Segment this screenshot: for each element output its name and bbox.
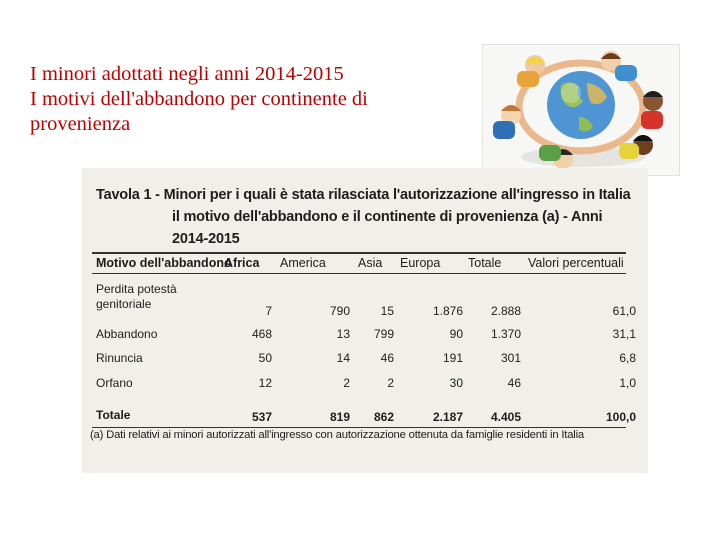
table-cell: 4.405 xyxy=(490,410,521,424)
table-cell: 7 xyxy=(265,304,272,318)
table-cell: 13 xyxy=(336,327,350,341)
row-label-abbandono: Abbandono xyxy=(96,327,158,341)
table-title-line-2: il motivo dell'abbandono e il continente di provenienza (a) - Anni 2014-2015 xyxy=(172,209,603,247)
table-cell: 191 xyxy=(442,351,463,365)
table-cell: 46 xyxy=(380,351,394,365)
col-header-motivo: Motivo dell'abbandono xyxy=(96,256,232,270)
slide-title xyxy=(30,62,470,137)
slide-title-line-1: I minori adottati negli anni 2014-2015 xyxy=(30,63,344,85)
header-top-rule xyxy=(92,252,626,254)
table-cell: 46 xyxy=(507,376,521,390)
table-cell: 15 xyxy=(380,304,394,318)
table-footnote: (a) Dati relativi ai minori autorizzati all'ingresso con autorizzazione ottenuta da famiglie residenti in Italia xyxy=(90,429,585,441)
table-cell: 31,1 xyxy=(612,327,636,341)
children-around-globe-illustration xyxy=(482,44,680,176)
table-cell: 2.888 xyxy=(490,304,521,318)
col-header-valori-percentuali: Valori percentuali xyxy=(528,256,624,270)
table-title xyxy=(96,184,636,250)
row-label-totale: Totale xyxy=(96,408,131,422)
statistics-table xyxy=(82,168,648,473)
table-cell: 468 xyxy=(251,327,272,341)
col-header-america: America xyxy=(280,256,326,270)
globe-children-icon xyxy=(483,45,679,175)
row-label-perdita-potesta: Perdita potestà genitoriale xyxy=(96,282,177,311)
footer-rule xyxy=(92,427,626,428)
table-cell: 2 xyxy=(343,376,350,390)
row-label-orfano: Orfano xyxy=(96,376,133,390)
col-header-totale: Totale xyxy=(468,256,502,270)
slide-title-line-2: I motivi dell'abbandono per continente di xyxy=(30,88,368,110)
table-cell: 799 xyxy=(373,327,394,341)
table-cell: 50 xyxy=(258,351,272,365)
table-cell: 30 xyxy=(449,376,463,390)
col-header-africa: Africa xyxy=(224,256,260,270)
table-cell: 790 xyxy=(329,304,350,318)
table-cell: 90 xyxy=(449,327,463,341)
table-title-line-1: Tavola 1 - Minori per i quali è stata rilasciata l'autorizzazione all'ingresso in Italia xyxy=(96,187,631,203)
table-cell: 100,0 xyxy=(605,410,636,424)
col-header-europa: Europa xyxy=(400,256,441,270)
col-header-asia: Asia xyxy=(358,256,383,270)
header-bottom-rule xyxy=(92,273,626,274)
slide-title-line-3: provenienza xyxy=(30,113,131,135)
table-cell: 2 xyxy=(387,376,394,390)
table-cell: 2.187 xyxy=(432,410,463,424)
table-cell: 12 xyxy=(258,376,272,390)
table-cell: 862 xyxy=(373,410,394,424)
table-cell: 537 xyxy=(251,410,272,424)
table-cell: 1,0 xyxy=(619,376,636,390)
table-cell: 819 xyxy=(329,410,350,424)
table-cell: 1.370 xyxy=(490,327,521,341)
row-label-rinuncia: Rinuncia xyxy=(96,351,143,365)
table-cell: 14 xyxy=(336,351,350,365)
table-cell: 6,8 xyxy=(619,351,636,365)
table-cell: 61,0 xyxy=(612,304,636,318)
table-cell: 301 xyxy=(500,351,521,365)
table-cell: 1.876 xyxy=(432,304,463,318)
